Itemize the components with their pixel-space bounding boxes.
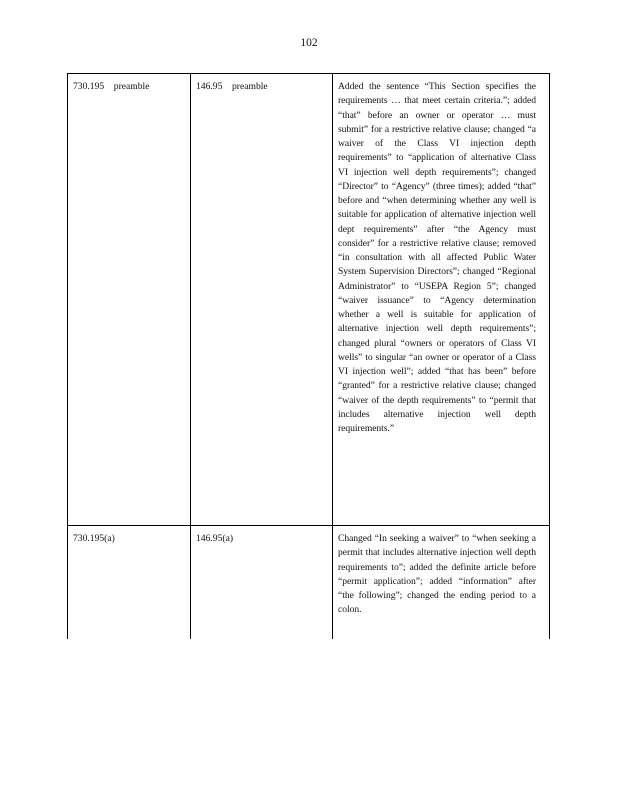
federal-section-cell: 146.95(a) [191, 526, 333, 640]
federal-section-cell: 146.95 preamble [191, 74, 333, 526]
illinois-section-cell: 730.195(a) [68, 526, 191, 640]
change-description-cell: Added the sentence “This Section specifies the requirements … that meet certain criteria.”; added “that” before an owner or operator … must submit” for a restrictive relative clause; changed “a waiver of the Class VI injection depth requirements” to “application of alternative Class VI injection well depth requirements”; changed “Director” to “Agency” (three times); added “that” before and “when determining whether any well is suitable for application of alternative injection well dept requirements” after “the Agency must consider” for a restrictive relative clause; removed “in consultation with all affected Public Water System Supervision Directors”; changed “Regional Administrator” to “USEPA Region 5”; changed “waiver issuance” to “Agency determination whether a well is suitable for application of alternative injection well depth requirements”; changed plural “owners or operators of Class VI wells” to singular “an owner or operator of a Class VI injection well”; added “that has been” before “granted” for a restrictive relative clause; changed “waiver of the depth requirements” to “permit that includes alternative injection well depth requirements.” [333, 74, 550, 526]
table-row [68, 74, 550, 526]
change-description-cell: Changed “In seeking a waiver” to “when seeking a permit that includes alternative injection well depth requirements to”; added the definite article before “permit application”; added “information” after “the following”; changed the ending period to a colon. [333, 526, 550, 640]
page-number: 102 [300, 37, 318, 49]
amendments-table [67, 73, 550, 639]
illinois-section-cell: 730.195 preamble [68, 74, 191, 526]
table-row [68, 526, 550, 640]
